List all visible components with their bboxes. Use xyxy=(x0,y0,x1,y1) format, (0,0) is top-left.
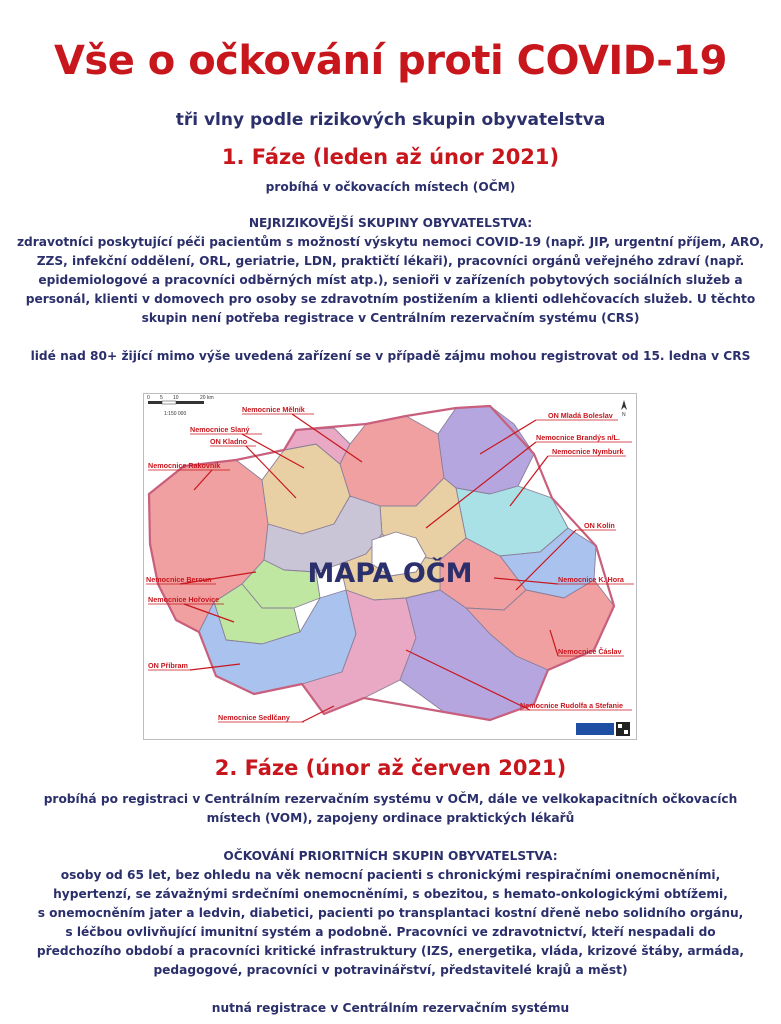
map-label: ON Mladá Boleslav xyxy=(548,411,613,420)
phase2-location-line: probíhá po registraci v Centrálním rezervačním systému v OČM, dále ve velkokapacitních očkovacích xyxy=(43,792,738,806)
map-label: Nemocnice K. Hora xyxy=(558,575,624,584)
phase2-groups-line: osoby od 65 let, bez ohledu na věk nemocní pacienti s chronickými respiračními onemocněními, xyxy=(60,868,721,882)
phase1-groups-line: ZZS, infekční oddělení, ORL, geriatrie, LDN, praktičtí lékaři), pracovníci orgánů veřejného zdraví (např. xyxy=(36,254,745,268)
map-scale-bar xyxy=(147,395,214,417)
page-title: Vše o očkování proti COVID-19 xyxy=(53,38,728,84)
phase2-groups-heading: OČKOVÁNÍ PRIORITNÍCH SKUPIN OBYVATELSTVA: xyxy=(223,849,558,863)
map-label: Nemocnice Mělník xyxy=(242,405,305,414)
map-label: Nemocnice Čáslav xyxy=(558,647,622,656)
phase1-location: probíhá v očkovacích místech (OČM) xyxy=(265,180,516,194)
phase2-heading: 2. Fáze (únor až červen 2021) xyxy=(214,756,567,780)
phase2-note: nutná registrace v Centrálním rezervačním systému xyxy=(211,1001,570,1015)
map-label: Nemocnice Rakovník xyxy=(148,461,221,470)
map-label: Nemocnice Rudolfa a Stefanie xyxy=(520,701,624,710)
phase2-groups-line: hypertenzí, se závažnými srdečními onemocněními, s obezitou, s hemato-onkologickými obtížemi, xyxy=(53,887,728,901)
north-arrow-icon xyxy=(621,400,627,418)
phase2-groups-line: s onemocněním jater a ledvin, diabetici, pacienti po transplantaci kostní dřeně nebo solidního orgánu, xyxy=(37,906,744,920)
map-label: ON Kladno xyxy=(210,437,248,446)
map-logo-icon xyxy=(576,722,630,736)
page-subtitle: tři vlny podle rizikových skupin obyvatelstva xyxy=(175,110,606,130)
map-label: Nemocnice Slaný xyxy=(190,425,250,434)
map-label: Nemocnice Beroun xyxy=(146,575,212,584)
phase1-note: lidé nad 80+ žijící mimo výše uvedená zařízení se v případě zájmu mohou registrovat od 15. ledna v CRS xyxy=(30,349,751,363)
phase2-groups-line: s léčbou ovlivňující imunitní systém a podobně. Pracovníci ve zdravotnictví, kteří nespadali do xyxy=(65,925,716,939)
map-label: Nemocnice Nymburk xyxy=(552,447,624,456)
map-label: Nemocnice Brandýs n/L. xyxy=(536,433,620,442)
scale-label: 1:150 000 xyxy=(164,411,187,417)
map-canvas xyxy=(144,394,636,739)
scale-tick: 5 xyxy=(160,395,163,401)
phase2-groups-line: pedagogové, pracovníci v potravinářství, představitelé krajů a měst) xyxy=(153,963,628,977)
phase1-groups-line: zdravotníci poskytující péči pacientům s možností výskytu nemoci COVID-19 (např. JIP, urgentní příjem, ARO, xyxy=(16,235,765,249)
scale-tick: 0 xyxy=(147,395,150,401)
map-label: ON Kolín xyxy=(584,521,615,530)
region-melnik xyxy=(340,416,444,506)
map-title: MAPA OČM xyxy=(307,558,473,589)
scale-tick: 10 xyxy=(173,395,179,401)
phase1-groups-line: skupin není potřeba registrace v Centrálním rezervačním systému (CRS) xyxy=(141,311,640,325)
vaccination-sites-map xyxy=(143,393,637,740)
svg-text:N: N xyxy=(622,412,626,418)
phase2-groups-line: předchozího období a pracovníci kritické infrastruktury (IZS, energetika, vláda, krizové štáby, armáda, xyxy=(36,944,745,958)
scale-tick: 20 km xyxy=(200,395,214,401)
phase1-groups-heading: NEJRIZIKOVĚJŠÍ SKUPINY OBYVATELSTVA: xyxy=(248,216,533,230)
map-label: Nemocnice Hořovice xyxy=(148,595,220,604)
phase1-groups-line: epidemiologové a pracovníci odběrných míst atp.), senioři v zařízeních pobytových sociálních služeb a xyxy=(38,273,743,287)
phase1-heading: 1. Fáze (leden až únor 2021) xyxy=(221,145,560,169)
phase1-groups-line: personál, klienti v domovech pro osoby se zdravotním postižením a klienti odlehčovacích služeb. U těchto xyxy=(25,292,756,306)
map-label: Nemocnice Sedlčany xyxy=(218,713,290,722)
phase2-location-line: místech (VOM), zapojeny ordinace praktických lékařů xyxy=(206,811,575,825)
map-label: ON Příbram xyxy=(148,661,188,670)
